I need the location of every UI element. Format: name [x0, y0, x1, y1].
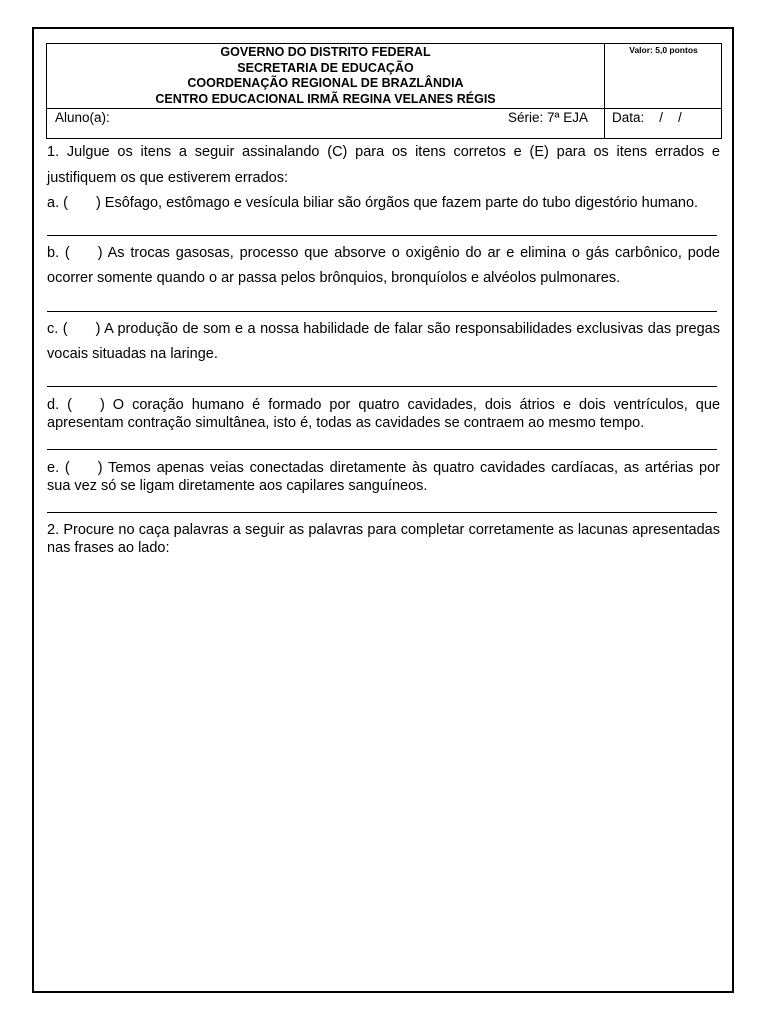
header-line-2: SECRETARIA DE EDUCAÇÃO: [237, 60, 414, 75]
header-box: [46, 43, 722, 139]
item-a-text: ) Esôfago, estômago e vesícula biliar são órgãos que fazem parte do tubo digestório humano.: [95, 195, 699, 211]
header-line-1: GOVERNO DO DISTRITO FEDERAL: [220, 45, 431, 59]
item-c: [47, 317, 720, 368]
question-2-prompt: 2. Procure no caça palavras a seguir as palavras para completar corretamente as lacunas apresentadas nas frases ao lado:: [47, 521, 720, 556]
item-a-answer-line[interactable]: [47, 235, 717, 236]
item-e-answer-line[interactable]: [47, 512, 717, 513]
item-d-text: ) O coração humano é formado por quatro cavidades, dois átrios e dois ventrículos, que apresentam contração simultânea, isto é, todas as cavidades se contraem ao mesmo tempo.: [47, 396, 721, 431]
aluno-field[interactable]: Aluno(a):: [55, 110, 110, 125]
serie-label: Série: 7ª EJA: [508, 110, 589, 125]
item-d-answer-line[interactable]: [47, 449, 717, 450]
header-line-3: COORDENAÇÃO REGIONAL DE BRAZLÂNDIA: [187, 76, 464, 90]
item-c-checkbox[interactable]: c. (: [47, 320, 68, 337]
item-a: [47, 191, 720, 217]
header-line-4: CENTRO EDUCACIONAL IRMÃ REGINA VELANES RÉGIS: [155, 91, 496, 106]
item-b-text: ) As trocas gasosas, processo que absorve o oxigênio do ar e elimina o gás carbônico, pode ocorrer somente quando o ar passa pelos brônquios, bronquíolos e alvéolos pulmonares.: [47, 244, 720, 286]
item-e: [47, 459, 720, 496]
item-b-answer-line[interactable]: [47, 311, 717, 312]
item-c-text: ) A produção de som e a nossa habilidade de falar são responsabilidades exclusivas das pregas vocais situadas na laringe.: [47, 320, 720, 362]
item-d: [47, 396, 720, 433]
question-1-prompt: 1. Julgue os itens a seguir assinalando (C) para os itens corretos e (E) para os itens errados e justifiquem os que estiverem errados:: [47, 144, 720, 186]
info-row: [47, 108, 721, 138]
data-field[interactable]: Data: / /: [604, 109, 722, 138]
item-b-checkbox[interactable]: b. (: [47, 244, 70, 261]
questions: [47, 140, 720, 558]
item-c-answer-line[interactable]: [47, 386, 717, 387]
item-e-checkbox[interactable]: e. (: [47, 459, 70, 476]
item-b: [47, 241, 720, 292]
header-title: [47, 44, 604, 108]
valor-label: Valor: 5,0 pontos: [604, 44, 722, 108]
item-d-checkbox[interactable]: d. (: [47, 396, 72, 413]
item-e-text: ) Temos apenas veias conectadas diretamente às quatro cavidades cardíacas, as artérias por sua vez só se ligam diretamente aos capilares sanguíneos.: [47, 459, 721, 494]
item-a-checkbox[interactable]: a. (: [47, 195, 68, 211]
